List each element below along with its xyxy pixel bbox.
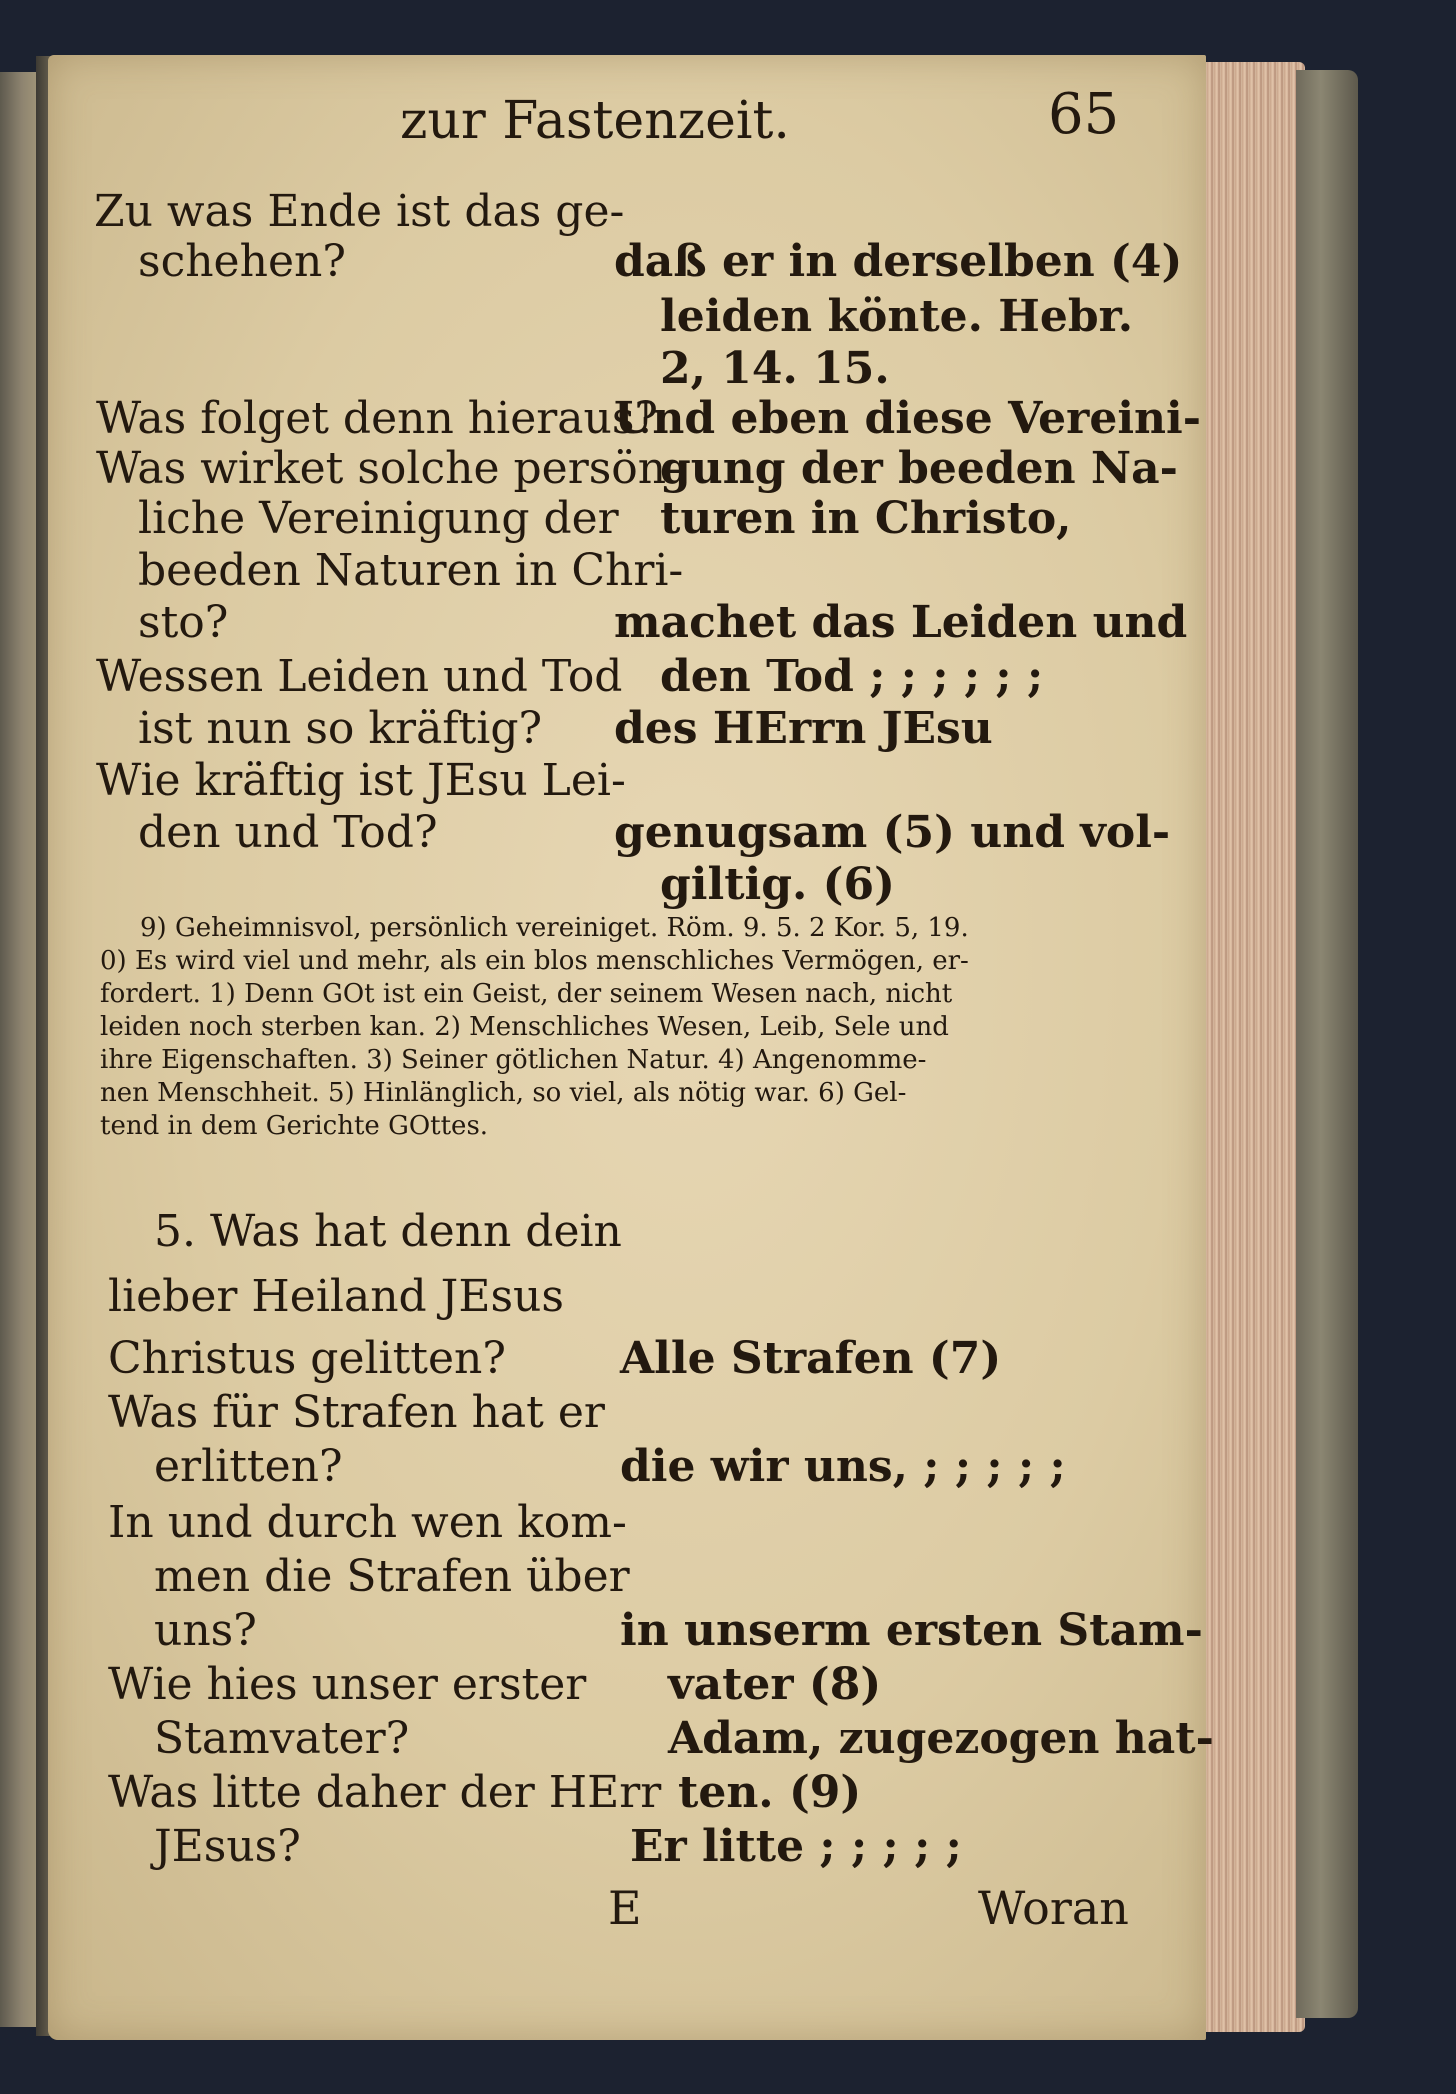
question-line: men die Strafen über [154, 1551, 630, 1602]
answer-line: Und eben diese Vereini- [614, 393, 1202, 444]
question-line: beeden Naturen in Chri- [138, 545, 684, 596]
question-line: lieber Heiland JEsus [108, 1271, 564, 1322]
answer-line: Er litte ; ; ; ; ; [630, 1821, 962, 1872]
page-number: 65 [1048, 82, 1120, 147]
answer-line: leiden könte. Hebr. [660, 291, 1134, 342]
question-line: liche Vereinigung der [138, 493, 619, 544]
answer-line: genugsam (5) und vol- [614, 807, 1171, 858]
previous-page-edge [0, 72, 40, 2027]
answer-line: gung der beeden Na- [660, 443, 1178, 494]
running-title: zur Fastenzeit. [400, 91, 790, 151]
answer-line: machet das Leiden und [614, 597, 1188, 648]
footnote-line: tend in dem Gerichte GOttes. [100, 1111, 489, 1141]
answer-line: des HErrn JEsu [614, 703, 993, 754]
answer-line: vater (8) [668, 1659, 882, 1710]
answer-line: 2, 14. 15. [660, 343, 890, 394]
question-line: Was litte daher der HErr [108, 1767, 662, 1818]
footnote-line: fordert. 1) Denn GOt ist ein Geist, der seinem Wesen nach, nicht [100, 979, 953, 1009]
question-line: Stamvater? [154, 1713, 410, 1764]
answer-line: daß er in derselben (4) [614, 236, 1183, 287]
question-line: JEsus? [154, 1821, 301, 1872]
question-line: Wessen Leiden und Tod [96, 651, 623, 702]
question-line: Wie kräftig ist JEsu Lei- [96, 755, 626, 806]
footnote-line: leiden noch sterben kan. 2) Menschliches Wesen, Leib, Sele und [100, 1012, 949, 1042]
catchword: Woran [978, 1881, 1129, 1935]
answer-line: giltig. (6) [660, 859, 895, 910]
question-line: Was für Strafen hat er [108, 1387, 605, 1438]
answer-line: ten. (9) [678, 1767, 862, 1818]
answer-line: die wir uns, ; ; ; ; ; [620, 1441, 1066, 1492]
question-line: Was folget denn hieraus? [96, 393, 659, 444]
footnote-line: 0) Es wird viel und mehr, als ein blos menschliches Vermögen, er- [100, 946, 969, 976]
answer-line: Alle Strafen (7) [620, 1333, 1002, 1384]
question-line: 5. Was hat denn dein [154, 1206, 622, 1257]
question-line: schehen? [138, 236, 346, 287]
footnote-line: 9) Geheimnisvol, persönlich vereiniget. Röm. 9. 5. 2 Kor. 5, 19. [140, 913, 969, 943]
answer-line: in unserm ersten Stam- [620, 1605, 1203, 1656]
question-line: den und Tod? [138, 807, 438, 858]
question-line: uns? [154, 1605, 257, 1656]
signature-mark: E [608, 1881, 642, 1935]
question-line: Was wirket solche persön- [96, 443, 681, 494]
book-cover-edge [1296, 70, 1358, 2018]
question-line: Wie hies unser erster [108, 1659, 587, 1710]
question-line: Christus gelitten? [108, 1333, 506, 1384]
answer-line: Adam, zugezogen hat- [668, 1713, 1214, 1764]
question-line: ist nun so kräftig? [138, 703, 543, 754]
question-line: erlitten? [154, 1441, 343, 1492]
question-line: Zu was Ende ist das ge- [94, 186, 625, 237]
question-line: sto? [138, 597, 229, 648]
footnote-line: nen Menschheit. 5) Hinlänglich, so viel, als nötig war. 6) Gel- [100, 1078, 907, 1108]
question-line: In und durch wen kom- [108, 1497, 627, 1548]
footnote-line: ihre Eigenschaften. 3) Seiner götlichen Natur. 4) Angenomme- [100, 1045, 927, 1075]
book-page [48, 55, 1214, 2040]
answer-line: turen in Christo, [660, 493, 1072, 544]
answer-line: den Tod ; ; ; ; ; ; [660, 651, 1044, 702]
